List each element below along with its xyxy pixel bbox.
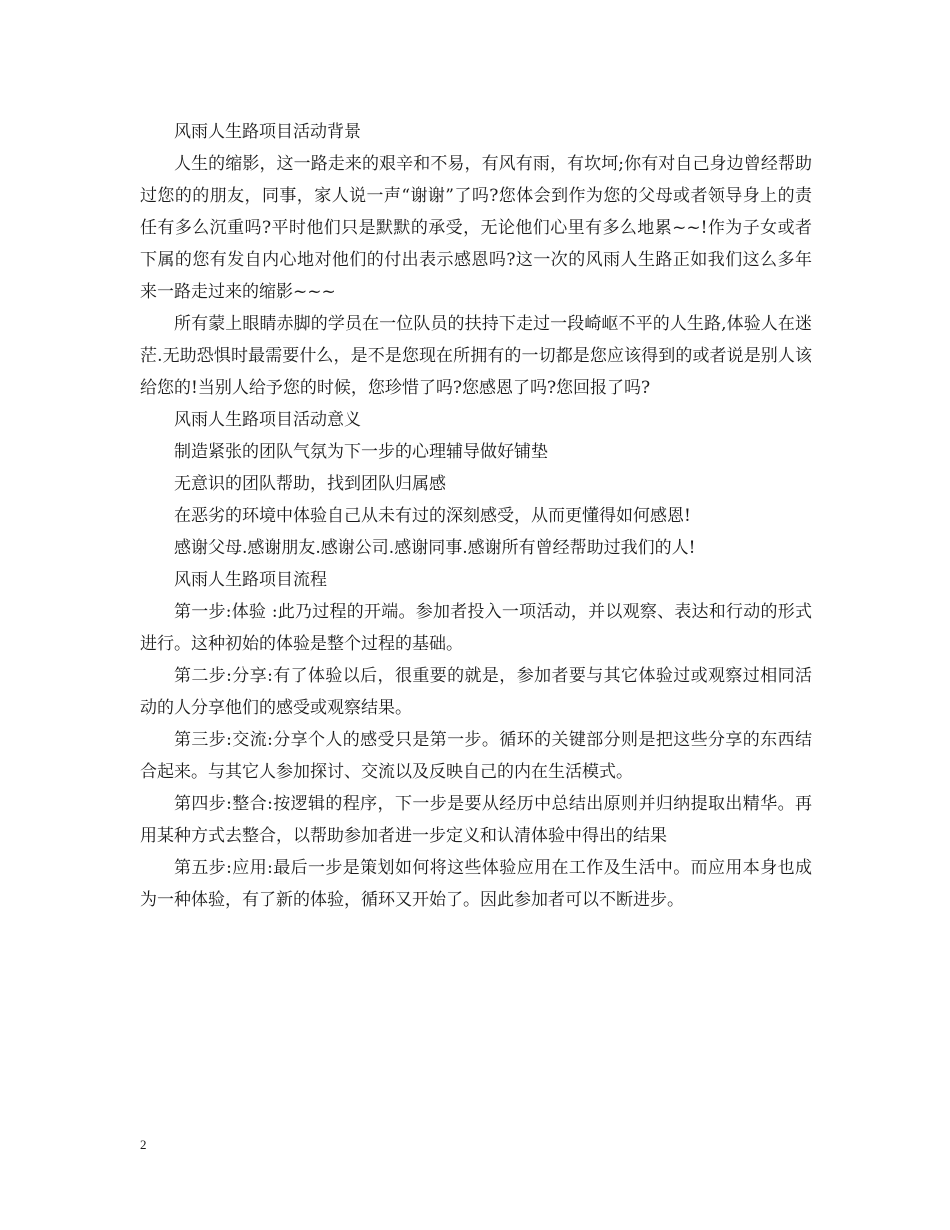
page-number: 2 bbox=[140, 1137, 147, 1152]
process-step-1: 第一步:体验 :此乃过程的开端。参加者投入一项活动，并以观察、表达和行动的形式进行。这种初始的体验是整个过程的基础。 bbox=[140, 602, 812, 654]
process-step-3: 第三步:交流:分享个人的感受只是第一步。循环的关键部分则是把这些分享的东西结合起来。与其它人参加探讨、交流以及反映自己的内在生活模式。 bbox=[140, 730, 812, 782]
document-body bbox=[140, 116, 812, 916]
meaning-item-2: 无意识的团队帮助，找到团队归属感 bbox=[174, 474, 446, 494]
meaning-item-3: 在恶劣的环境中体验自己从未有过的深刻感受，从而更懂得如何感恩! bbox=[174, 506, 691, 526]
section-heading-meaning: 风雨人生路项目活动意义 bbox=[174, 410, 361, 430]
meaning-item-1: 制造紧张的团队气氛为下一步的心理辅导做好铺垫 bbox=[174, 442, 548, 462]
process-step-2: 第二步:分享:有了体验以后，很重要的就是，参加者要与其它体验过或观察过相同活动的人分享他们的感受或观察结果。 bbox=[140, 666, 812, 718]
meaning-item-4: 感谢父母.感谢朋友.感谢公司.感谢同事.感谢所有曾经帮助过我们的人! bbox=[174, 538, 696, 558]
section-heading-process: 风雨人生路项目流程 bbox=[174, 570, 327, 590]
process-step-5: 第五步:应用:最后一步是策划如何将这些体验应用在工作及生活中。而应用本身也成为一种体验，有了新的体验，循环又开始了。因此参加者可以不断进步。 bbox=[140, 858, 812, 910]
paragraph-background-1: 人生的缩影，这一路走来的艰辛和不易，有风有雨，有坎坷;你有对自己身边曾经帮助过您的的朋友，同事，家人说一声“谢谢”了吗?您体会到作为您的父母或者领导身上的责任有多么沉重吗?平时他们只是默默的承受，无论他们心里有多么地累~~!作为子女或者下属的您有发自内心地对他们的付出表示感恩吗?这一次的风雨人生路正如我们这么多年来一路走过来的缩影~~~ bbox=[140, 154, 812, 302]
paragraph-background-2: 所有蒙上眼睛赤脚的学员在一位队员的扶持下走过一段崎岖不平的人生路,体验人在迷茫.无助恐惧时最需要什么，是不是您现在所拥有的一切都是您应该得到的或者说是别人该给您的!当别人给予您的时候，您珍惜了吗?您感恩了吗?您回报了吗? bbox=[140, 314, 812, 398]
section-heading-background: 风雨人生路项目活动背景 bbox=[174, 122, 361, 142]
process-step-4: 第四步:整合:按逻辑的程序，下一步是要从经历中总结出原则并归纳提取出精华。再用某种方式去整合，以帮助参加者进一步定义和认清体验中得出的结果 bbox=[140, 794, 812, 846]
